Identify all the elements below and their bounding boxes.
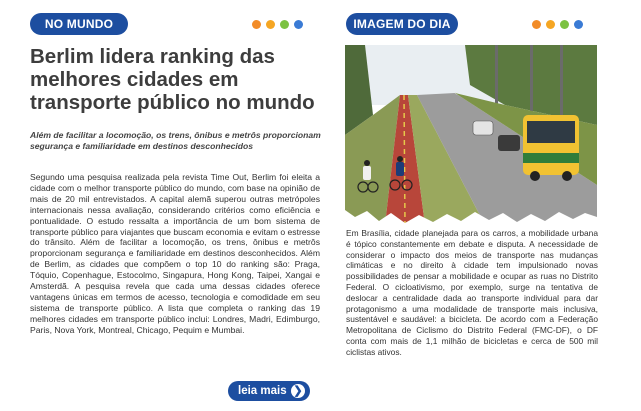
article-title: Berlim lidera ranking das melhores cidades em transporte público no mundo <box>30 45 315 114</box>
read-more-button[interactable] <box>228 381 310 401</box>
read-more-label: leia mais <box>238 385 287 397</box>
chevron-right-icon: ❯ <box>291 384 305 398</box>
section-badge-imagem-do-dia: IMAGEM DO DIA <box>346 13 458 35</box>
article-body: Segundo uma pesquisa realizada pela revista Time Out, Berlim foi eleita a cidade com o melhor transporte público do mundo, com base na opinião de mais de 20 mil entrevistados. A capital alemã superou outras metrópoles internacionais nessa avaliação, considerando critérios como eficiência e pontualidade. O estudo ressalta a importância de um bom sistema de transporte público para viajantes que buscam economia e evitam o estresse do trânsito. Além de facilitar a locomoção, os trens, ônibus e metrôs proporcionam segurança e familiaridade em destinos desconhecidos. Além de Berlim, as cidades que compõem o top 10 do ranking são: Praga, Tóquio, Copenhague, Estocolmo, Singapura, Hong Kong, Taipei, Xangai e Amsterdã. A pesquisa revela que cada uma dessas cidades oferece vantagens únicas em termos de acesso, tecnologia e comodidade em seu sistema de transporte público. A lista que completa o ranking das 19 melhores cidades em transporte público inclui: Londres, Madri, Edimburgo, Paris, Nova York, Montreal, Chicago, Pequim e Mumbai. <box>30 172 320 335</box>
image-caption-body: Em Brasília, cidade planejada para os carros, a mobilidade urbana é tópico constantemente em debate e disputa. A necessidade de considerar o impacto dos meios de transporte nas mudanças climáticas e no direito à cidade tem impulsionado novas possibilidades de pensar a mobilidade e ocupar as ruas no Distrito Federal. O cicloativismo, por exemplo, surge na tentativa de deslocar a centralidade dada ao transporte individual para dar protagonismo a uma modalidade de transporte mais inclusiva, sustentável e saudável: a bicicleta. De acordo com a Federação Metropolitana de Ciclismo do Distrito Federal (FMC-DF), o DF conta com mais de 1,1 milhão de bicicletas e cerca de 500 mil ciclistas ativos. <box>346 228 598 357</box>
color-dots-left <box>252 20 303 29</box>
orange-dot <box>532 20 541 29</box>
section-badge-no-mundo: NO MUNDO <box>30 13 128 35</box>
blue-dot <box>574 20 583 29</box>
article-subtitle: Além de facilitar a locomoção, os trens, ônibus e metrôs proporcionam segurança e familiaridade em destinos desconhecidos <box>30 130 321 151</box>
blue-dot <box>294 20 303 29</box>
photo-bike-lane-brasilia <box>345 45 597 225</box>
green-dot <box>560 20 569 29</box>
green-dot <box>280 20 289 29</box>
yellow-dot <box>266 20 275 29</box>
color-dots-right <box>532 20 583 29</box>
orange-dot <box>252 20 261 29</box>
yellow-dot <box>546 20 555 29</box>
